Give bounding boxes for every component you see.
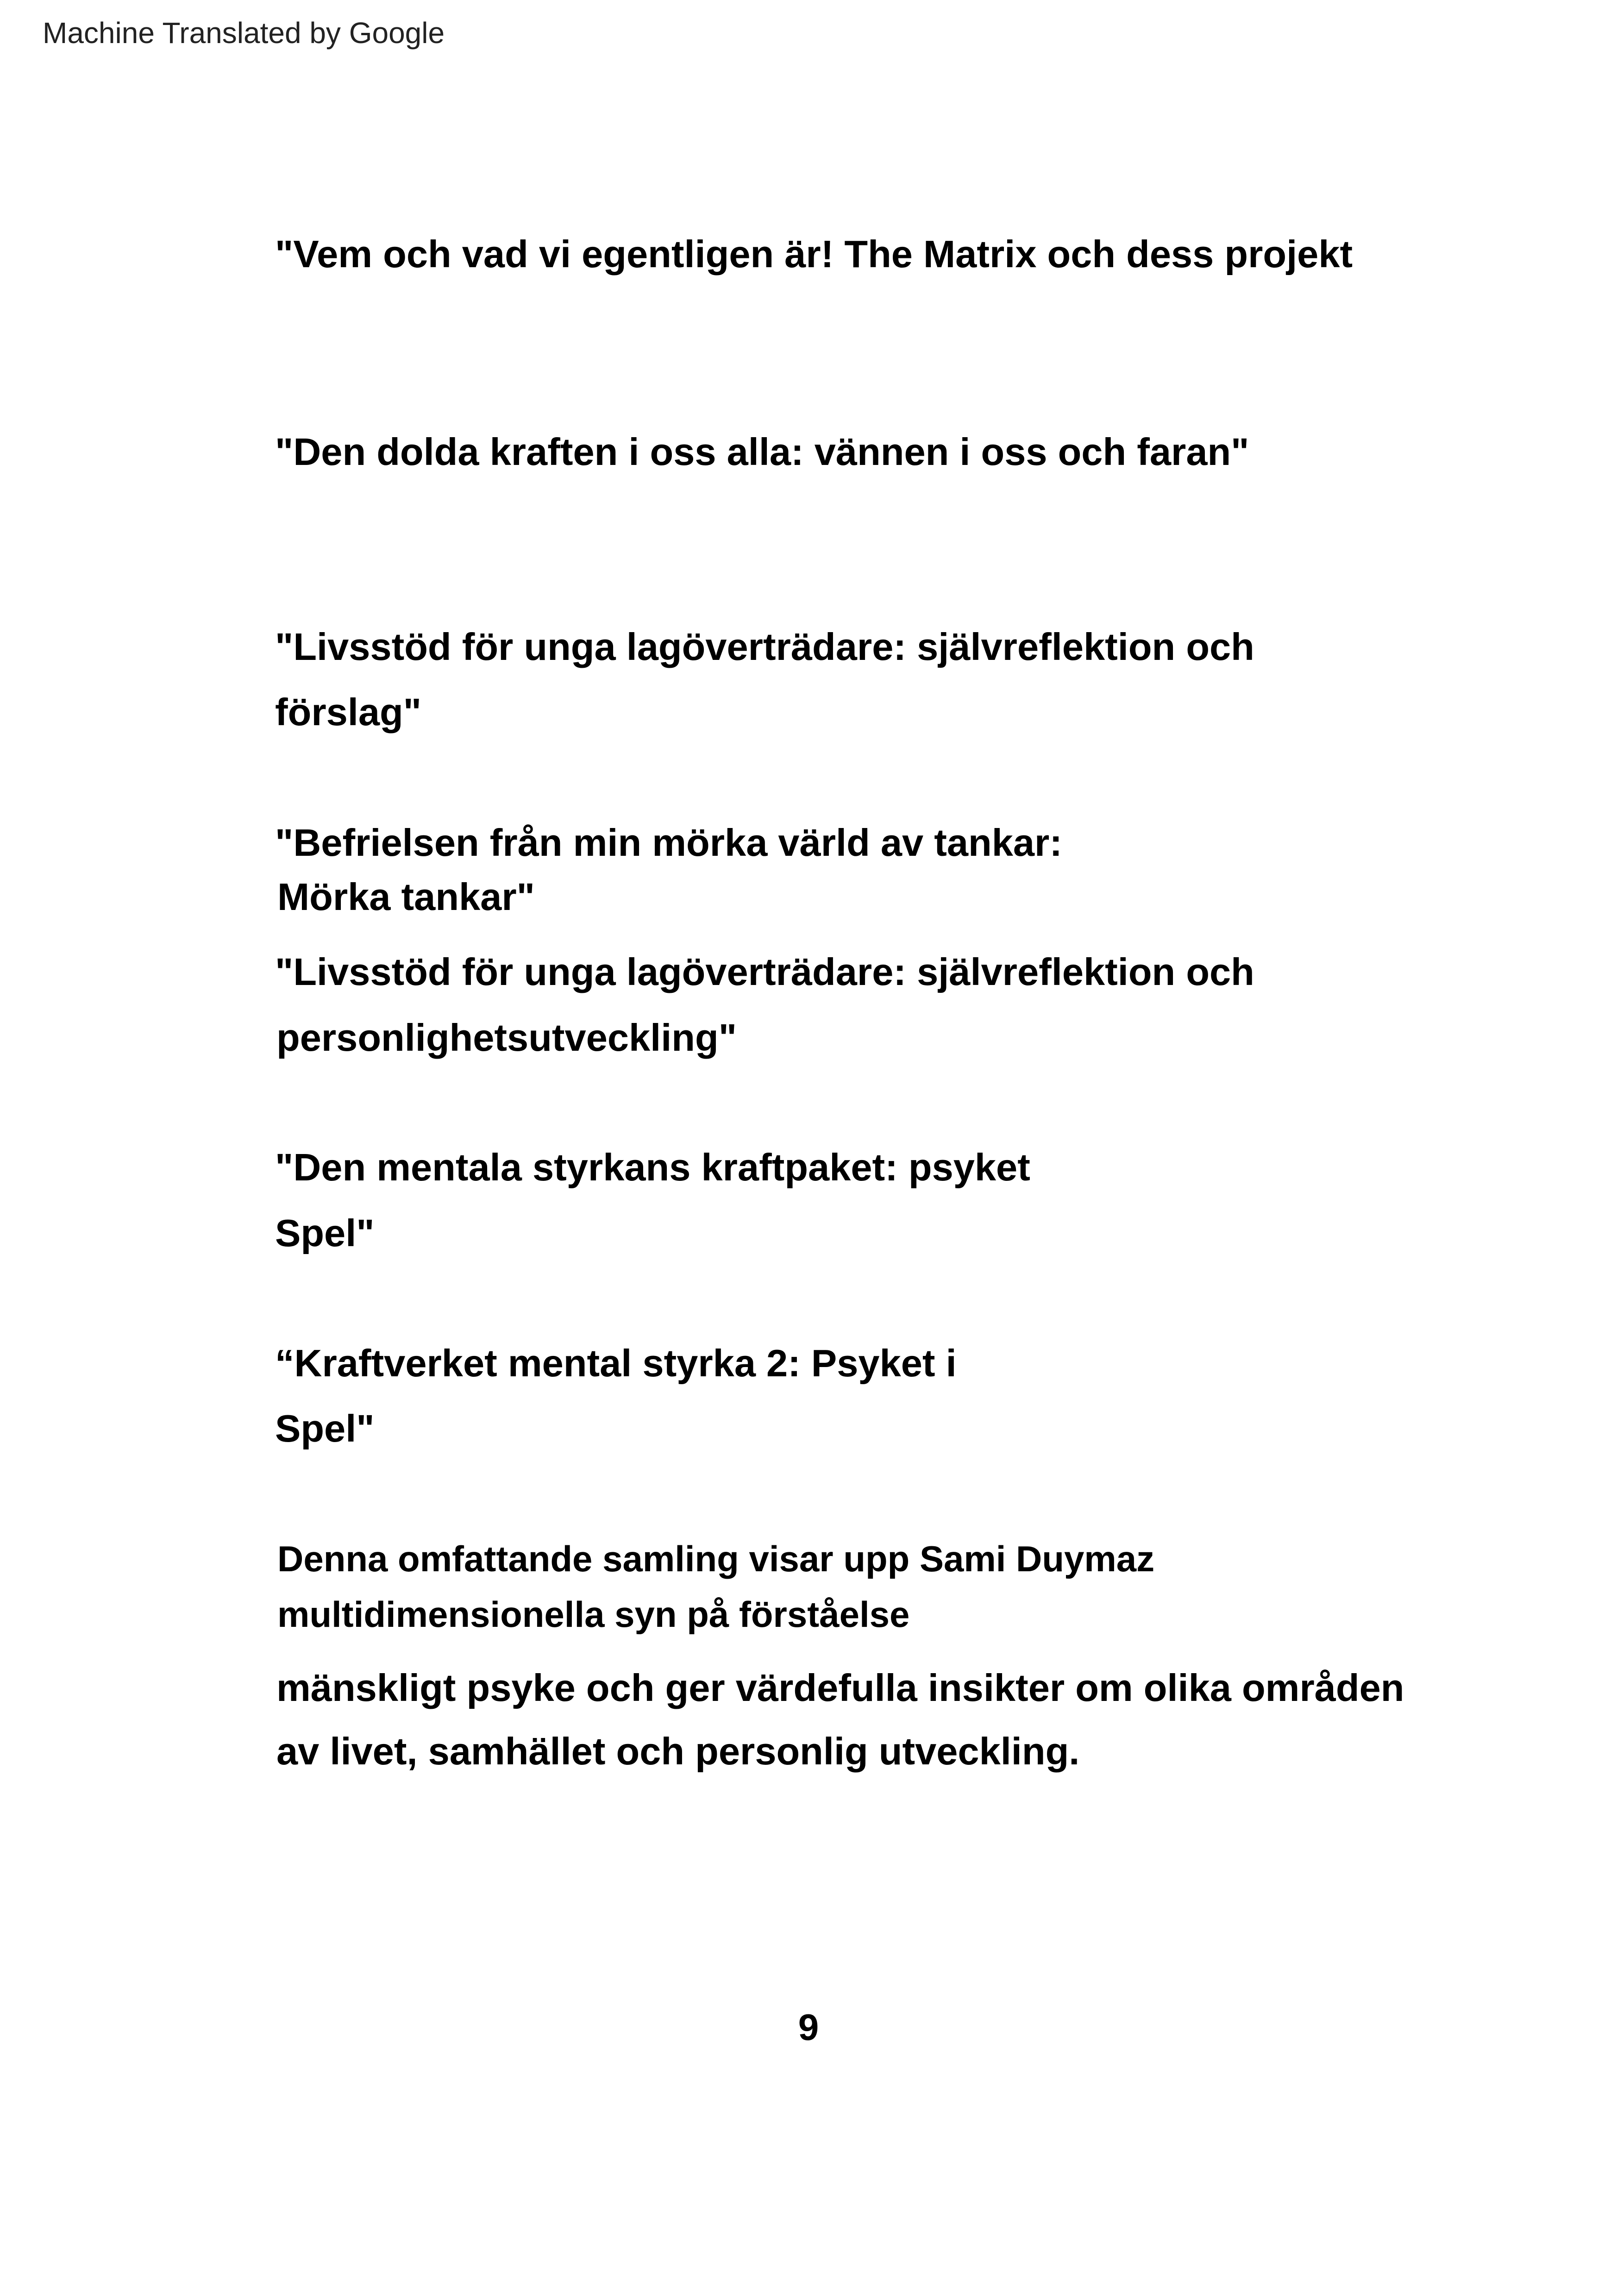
- summary-line-1: Denna omfattande samling visar upp Sami Duymaz: [277, 1538, 1155, 1579]
- book-title-6-line-2: Spel": [275, 1211, 375, 1255]
- machine-translation-watermark: Machine Translated by Google: [43, 16, 445, 50]
- summary-line-2: multidimensionella syn på förståelse: [277, 1594, 910, 1635]
- summary-line-4: av livet, samhället och personlig utveckling.: [276, 1730, 1080, 1773]
- summary-line-3: mänskligt psyke och ger värdefulla insikter om olika områden: [276, 1666, 1404, 1709]
- book-title-3-line-2: förslag": [275, 690, 422, 734]
- book-title-5-line-2: personlighetsutveckling": [276, 1016, 737, 1059]
- page-number: 9: [798, 2007, 819, 2048]
- book-title-7-line-2: Spel": [275, 1407, 375, 1450]
- book-title-5-line-1: "Livsstöd för unga lagöverträdare: självreflektion och: [275, 950, 1254, 993]
- book-title-4-line-2: Mörka tankar": [277, 875, 535, 918]
- book-title-2: "Den dolda kraften i oss alla: vännen i oss och faran": [275, 430, 1249, 473]
- book-title-6-line-1: "Den mentala styrkans kraftpaket: psyket: [275, 1146, 1030, 1189]
- book-title-1: "Vem och vad vi egentligen är! The Matrix och dess projekt: [275, 232, 1353, 276]
- book-title-7-line-1: “Kraftverket mental styrka 2: Psyket i: [275, 1342, 957, 1385]
- book-title-4-line-1: "Befrielsen från min mörka värld av tankar:: [275, 821, 1063, 864]
- book-title-3-line-1: "Livsstöd för unga lagöverträdare: självreflektion och: [275, 625, 1254, 668]
